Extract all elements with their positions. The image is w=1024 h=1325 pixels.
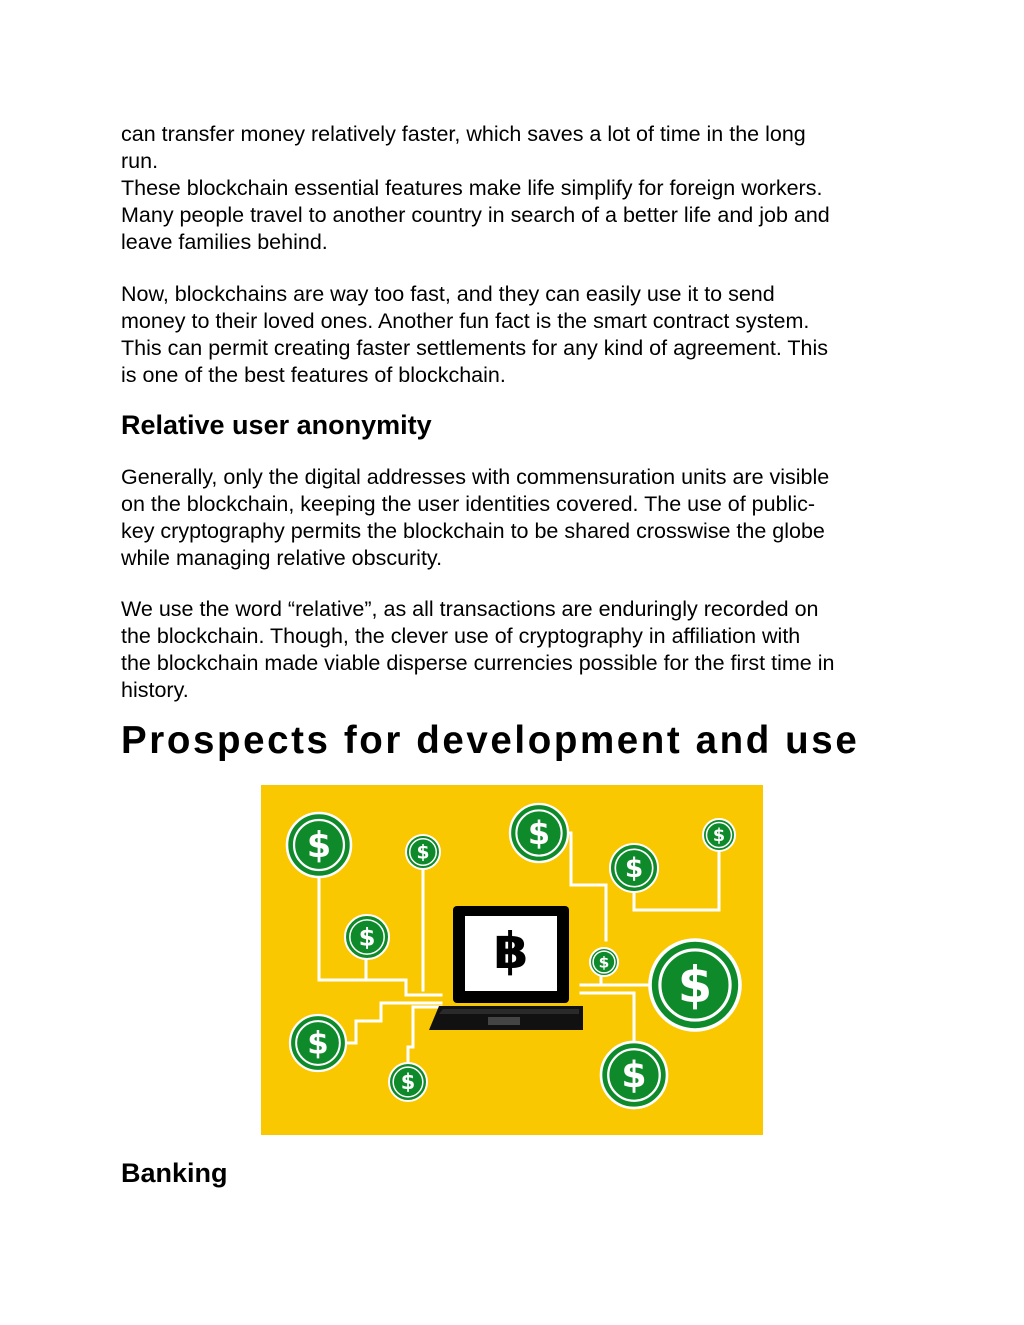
blockchain-network-illustration: [261, 785, 763, 1135]
dollar-coin-icon: [389, 1063, 427, 1101]
text-line: key cryptography permits the blockchain to be shared crosswise the globe: [121, 519, 825, 543]
svg-text:$: $: [400, 1070, 416, 1095]
dollar-coin-icon: [287, 813, 351, 877]
heading-relative-user-anonymity: Relative user anonymity: [121, 410, 432, 440]
svg-text:$: $: [598, 953, 610, 972]
svg-text:$: $: [624, 853, 644, 885]
laptop-trackpad: [488, 1017, 520, 1025]
dollar-coin-icon: [406, 835, 440, 869]
text-line: on the blockchain, keeping the user identities covered. The use of public-: [121, 492, 816, 516]
text-line: can transfer money relatively faster, which saves a lot of time in the long: [121, 122, 806, 146]
text-line: run.: [121, 149, 159, 173]
dollar-coin-icon: [590, 948, 618, 976]
dollar-coin-icon: [610, 844, 658, 892]
text-line: the blockchain made viable disperse currencies possible for the first time in: [121, 651, 835, 675]
text-line: Now, blockchains are way too fast, and they can easily use it to send: [121, 282, 775, 306]
bitcoin-icon: ฿: [493, 922, 529, 980]
heading-prospects: Prospects for development and use: [121, 719, 860, 762]
svg-text:$: $: [527, 814, 551, 853]
dollar-coin-icon: [601, 1042, 667, 1108]
svg-text:$: $: [621, 1053, 647, 1097]
text-line: money to their loved ones. Another fun fact is the smart contract system.: [121, 309, 810, 333]
svg-text:$: $: [306, 825, 332, 867]
text-line: is one of the best features of blockchain.: [121, 363, 506, 387]
dollar-coin-icon: [650, 940, 740, 1030]
svg-text:$: $: [712, 826, 726, 847]
text-line: These blockchain essential features make life simplify for foreign workers.: [121, 176, 823, 200]
text-line: We use the word “relative”, as all transactions are enduringly recorded on: [121, 597, 819, 621]
dollar-coin-icon: [345, 915, 389, 959]
text-line: while managing relative obscurity.: [121, 546, 443, 570]
svg-text:$: $: [677, 956, 713, 1015]
dollar-coin-icon: [290, 1015, 346, 1071]
text-line: This can permit creating faster settlements for any kind of agreement. This: [121, 336, 829, 360]
text-line: Generally, only the digital addresses with commensuration units are visible: [121, 465, 830, 489]
svg-text:$: $: [307, 1025, 329, 1062]
text-line: leave families behind.: [121, 230, 328, 254]
paragraph-relative-word: [121, 596, 911, 704]
paragraph-smart-contracts: [121, 281, 911, 389]
paragraph-digital-addresses: [121, 464, 911, 572]
heading-banking: Banking: [121, 1158, 228, 1188]
text-line: Many people travel to another country in search of a better life and job and: [121, 203, 830, 227]
svg-text:$: $: [358, 923, 376, 952]
paragraph-transfer-speed: [121, 121, 911, 256]
text-line: history.: [121, 678, 189, 702]
svg-text:$: $: [416, 842, 430, 864]
text-line: the blockchain. Though, the clever use of cryptography in affiliation with: [121, 624, 801, 648]
dollar-coin-icon: [510, 804, 568, 862]
dollar-coin-icon: [703, 819, 735, 851]
